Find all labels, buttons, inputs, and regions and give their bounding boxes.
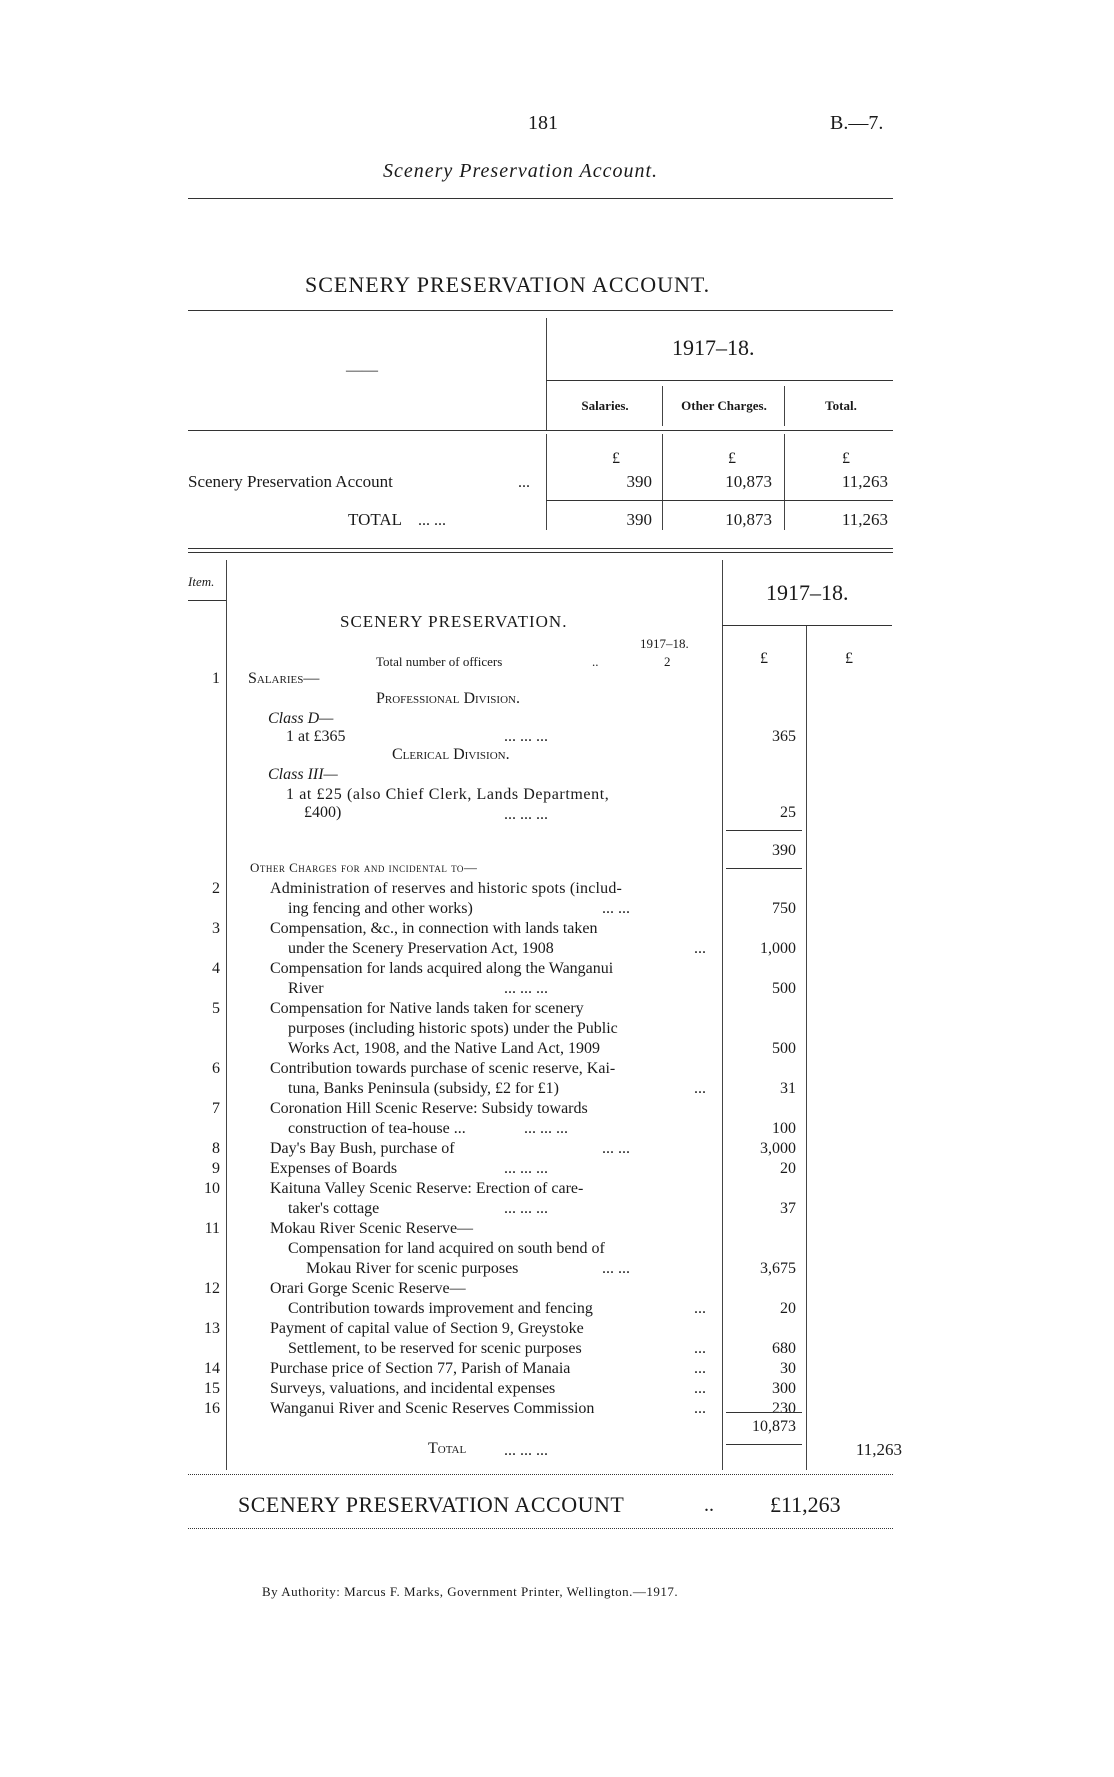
item-line: Contribution towards purchase of scenic reserve, Kai-: [270, 1060, 616, 1077]
summary-total-rule: [546, 500, 893, 501]
footer-rule: [188, 1528, 893, 1529]
summary-row-total: 11,263: [841, 472, 888, 491]
col-divider-1: [662, 386, 663, 426]
item-line: construction of tea-house ...: [288, 1120, 466, 1137]
item-amount: 1,000: [760, 940, 796, 957]
item-dots: ... ... ...: [504, 1200, 548, 1217]
salaries-subtotal-rule-2: [726, 868, 802, 869]
summary-total-total: 11,263: [841, 510, 888, 529]
footer-total-dots: ..: [704, 1494, 714, 1516]
col-total: Total.: [825, 398, 857, 413]
other-subtotal-rule-top: [726, 1412, 802, 1413]
grand-total: 11,263: [855, 1440, 902, 1459]
currency-salaries: £: [612, 450, 620, 467]
item-number: 9: [212, 1160, 220, 1177]
item-amount: 680: [772, 1340, 796, 1357]
item-amount: 750: [772, 900, 796, 917]
clerical-division: Clerical Division.: [392, 746, 510, 763]
officers-year: 1917–18.: [640, 636, 689, 651]
item-line: Mokau River Scenic Reserve—: [270, 1220, 474, 1237]
summary-row-dots: ...: [518, 474, 530, 491]
item-amount: 3,675: [760, 1260, 796, 1277]
class-iii-dots: ... ... ...: [504, 806, 548, 823]
col-other-charges: Other Charges.: [681, 398, 767, 413]
item-dots: ...: [694, 1400, 706, 1417]
total-dots: ... ... ...: [504, 1442, 548, 1459]
item-number: 14: [204, 1360, 220, 1377]
summary-year: 1917–18.: [672, 335, 755, 360]
page-reference: B.—7.: [830, 112, 884, 134]
item-number: 16: [204, 1400, 220, 1417]
item-header: Item.: [188, 574, 215, 589]
summary-total-label: TOTAL: [348, 510, 403, 529]
salaries-subtotal-rule: [726, 830, 802, 831]
col-salaries: Salaries.: [581, 398, 629, 413]
item-line: tuna, Banks Peninsula (subsidy, £2 for £1): [288, 1080, 559, 1097]
item-number: 3: [212, 920, 220, 937]
item-line: purposes (including historic spots) under the Public: [288, 1020, 618, 1037]
item-line: River: [288, 980, 324, 997]
detail-bottom-rule: [188, 1474, 893, 1475]
other-charges-subtotal: 10,873: [752, 1418, 796, 1435]
detail-currency-1: £: [760, 650, 768, 667]
item-number: 4: [212, 960, 220, 977]
officers-count: 2: [664, 654, 671, 669]
item-dots: ...: [694, 1300, 706, 1317]
item-dots: ... ... ...: [504, 980, 548, 997]
item-line: Coronation Hill Scenic Reserve: Subsidy towards: [270, 1100, 588, 1117]
summary-row-label: Scenery Preservation Account: [188, 472, 393, 491]
footer-total-amount: £11,263: [770, 1492, 841, 1517]
item-line: taker's cottage: [288, 1200, 380, 1217]
summary-year-rule: [546, 380, 893, 381]
item-line: Administration of reserves and historic spots (includ-: [270, 880, 623, 897]
detail-year-rule: [722, 625, 892, 626]
item-dots: ...: [694, 1360, 706, 1377]
item-line: Surveys, valuations, and incidental expenses: [270, 1380, 556, 1397]
item-dots: ...: [694, 1340, 706, 1357]
item-number: 5: [212, 1000, 220, 1017]
summary-divider: [546, 318, 547, 430]
item-line: Compensation for land acquired on south bend of: [288, 1240, 605, 1257]
item-line: ing fencing and other works): [288, 900, 473, 917]
detail-year: 1917–18.: [766, 580, 849, 605]
currency-total: £: [842, 450, 850, 467]
item-line: Compensation for Native lands taken for scenery: [270, 1000, 584, 1017]
currency-other: £: [728, 450, 736, 467]
summary-top-rule: [188, 310, 893, 311]
header-rule: [188, 198, 893, 199]
item-line: Mokau River for scenic purposes: [306, 1260, 519, 1277]
imprint: By Authority: Marcus F. Marks, Government Printer, Wellington.—1917.: [262, 1584, 679, 1599]
item-line: Works Act, 1908, and the Native Land Act, 1909: [288, 1040, 600, 1057]
item-line: Wanganui River and Scenic Reserves Commission: [270, 1400, 595, 1417]
professional-division: Professional Division.: [376, 690, 520, 707]
class-d-line: 1 at £365: [286, 728, 346, 745]
item-line: Settlement, to be reserved for scenic purposes: [288, 1340, 582, 1357]
summary-body-divider-1: [662, 434, 663, 530]
item-amount: 20: [780, 1300, 796, 1317]
footer-total-label: SCENERY PRESERVATION ACCOUNT: [238, 1492, 625, 1517]
item-dots: ...: [694, 1380, 706, 1397]
item-line: Payment of capital value of Section 9, Greystoke: [270, 1320, 584, 1337]
other-charges-heading: Other Charges for and incidental to—: [250, 860, 478, 875]
item-amount: 500: [772, 980, 796, 997]
summary-total-other: 10,873: [725, 510, 772, 529]
item-number: 2: [212, 880, 220, 897]
item-line: Kaituna Valley Scenic Reserve: Erection of care-: [270, 1180, 584, 1197]
item-amount: 31: [780, 1080, 796, 1097]
item-dots: ... ...: [602, 900, 630, 917]
class-iii: Class III—: [268, 766, 338, 783]
summary-header-rule: [188, 430, 893, 431]
running-title: Scenery Preservation Account.: [383, 160, 659, 182]
detail-item-divider: [226, 560, 227, 1470]
summary-stub-dash: ——: [346, 362, 378, 379]
salaries-subtotal: 390: [772, 842, 796, 859]
summary-total-salaries: 390: [626, 510, 652, 529]
item-line: Compensation for lands acquired along the Wanganui: [270, 960, 614, 977]
item-dots: ... ... ...: [524, 1120, 568, 1137]
item-line: Day's Bay Bush, purchase of: [270, 1140, 455, 1157]
item-header-rule: [188, 600, 226, 601]
officers-dots: ..: [592, 654, 599, 669]
item-amount: 230: [772, 1400, 796, 1417]
detail-currency-2: £: [845, 650, 853, 667]
item-amount: 30: [780, 1360, 796, 1377]
item-line: Expenses of Boards: [270, 1160, 398, 1177]
salaries-label: Salaries—: [248, 670, 320, 687]
item-number: 12: [204, 1280, 220, 1297]
class-d-dots: ... ... ...: [504, 728, 548, 745]
class-d-amount: 365: [772, 728, 796, 745]
item-dots: ...: [694, 940, 706, 957]
summary-body-divider: [546, 434, 547, 530]
item-amount: 37: [780, 1200, 796, 1217]
item-number: 7: [212, 1100, 220, 1117]
item-amount: 300: [772, 1380, 796, 1397]
other-subtotal-rule: [726, 1444, 802, 1445]
item-amount: 500: [772, 1040, 796, 1057]
item-number: 15: [204, 1380, 220, 1397]
item-dots: ... ... ...: [504, 1160, 548, 1177]
item-number: 11: [204, 1220, 220, 1237]
item-number: 8: [212, 1140, 220, 1157]
col-divider-2: [784, 386, 785, 426]
page-number: 181: [528, 112, 558, 134]
item-number: 13: [204, 1320, 220, 1337]
officers-label: Total number of officers: [376, 654, 503, 669]
item-amount: 20: [780, 1160, 796, 1177]
item-amount: 100: [772, 1120, 796, 1137]
item-dots: ... ...: [602, 1140, 630, 1157]
item-number: 1: [212, 670, 220, 687]
detail-amount-divider: [722, 560, 723, 1470]
summary-bottom-rule-2: [188, 552, 893, 553]
class-iii-amount: 25: [780, 804, 796, 821]
detail-total-divider: [806, 625, 807, 1470]
total-label: Total: [428, 1440, 467, 1457]
summary-total-dots: ... ...: [418, 512, 446, 529]
item-line: Contribution towards improvement and fencing: [288, 1300, 593, 1317]
class-iii-line-1: 1 at £25 (also Chief Clerk, Lands Department,: [286, 786, 610, 803]
summary-title: SCENERY PRESERVATION ACCOUNT.: [305, 272, 711, 297]
summary-row-salaries: 390: [626, 472, 652, 491]
class-iii-line-2: £400): [304, 804, 342, 821]
item-dots: ...: [694, 1080, 706, 1097]
item-dots: ... ...: [602, 1260, 630, 1277]
item-line: Purchase price of Section 77, Parish of Manaia: [270, 1360, 571, 1377]
item-line: Orari Gorge Scenic Reserve—: [270, 1280, 466, 1297]
item-number: 6: [212, 1060, 220, 1077]
item-amount: 3,000: [760, 1140, 796, 1157]
summary-row-other: 10,873: [725, 472, 772, 491]
item-number: 10: [204, 1180, 220, 1197]
detail-heading: SCENERY PRESERVATION.: [340, 612, 568, 631]
summary-bottom-rule: [188, 548, 893, 549]
class-d: Class D—: [268, 710, 334, 727]
summary-body-divider-2: [784, 434, 785, 530]
item-line: Compensation, &c., in connection with lands taken: [270, 920, 598, 937]
item-line: under the Scenery Preservation Act, 1908: [288, 940, 554, 957]
